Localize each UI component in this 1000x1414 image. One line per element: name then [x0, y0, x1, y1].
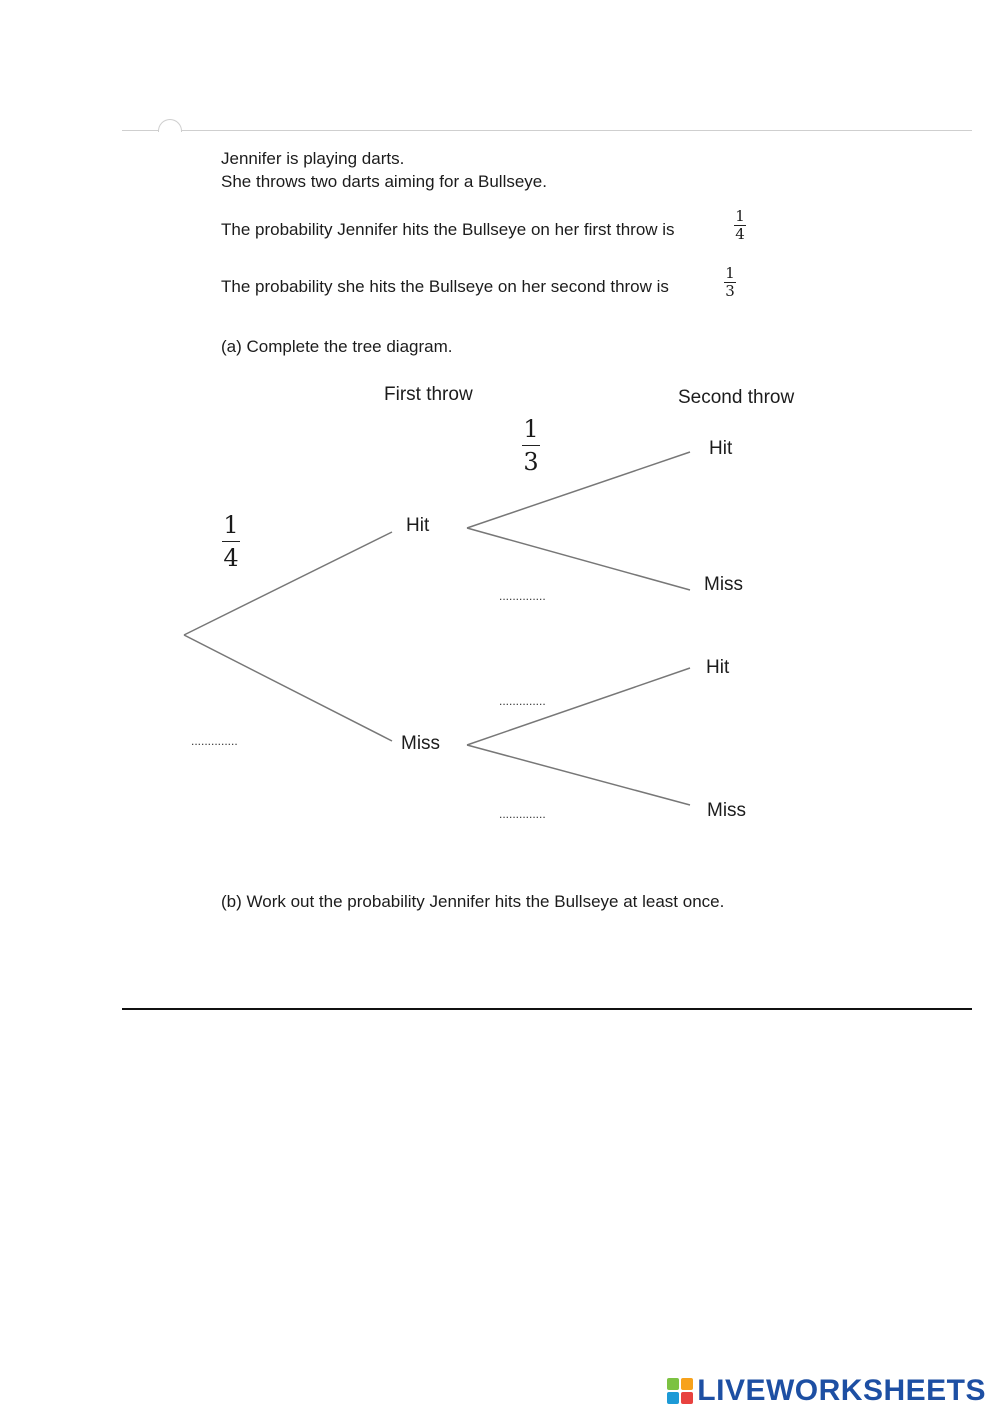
logo-square-1 — [667, 1378, 679, 1390]
node-hit-miss: Miss — [704, 574, 744, 595]
intro-line-1: Jennifer is playing darts. — [221, 149, 405, 168]
header-second-throw: Second throw — [678, 387, 795, 408]
second-hit-probability — [522, 415, 540, 476]
fraction-denominator: 4 — [223, 544, 239, 572]
fraction-bar — [222, 541, 240, 542]
fraction-numerator: 1 — [523, 415, 539, 443]
part-b-instruction: (b) Work out the probability Jennifer hits the Bullseye at least once. — [221, 892, 725, 911]
answer-blank-hit-miss[interactable]: .............. — [499, 589, 546, 603]
branch-first-hit — [184, 532, 392, 635]
answer-blank-miss-miss[interactable]: .............. — [499, 807, 546, 821]
first-hit-probability — [222, 511, 240, 572]
fraction-bar — [522, 445, 540, 446]
fraction-numerator: 1 — [735, 207, 745, 225]
header-first-throw: First throw — [384, 384, 473, 405]
node-miss-hit: Hit — [706, 657, 730, 678]
part-a-instruction: (a) Complete the tree diagram. — [221, 337, 453, 356]
fraction-denominator: 3 — [725, 282, 735, 300]
node-hit-hit: Hit — [709, 438, 733, 459]
fraction-denominator: 4 — [735, 225, 745, 243]
fraction-denominator: 3 — [523, 448, 539, 476]
second-throw-probability-text: The probability she hits the Bullseye on her second throw is — [221, 277, 669, 296]
logo-square-4 — [681, 1392, 693, 1404]
fraction-numerator: 1 — [725, 264, 735, 282]
branch-first-miss — [184, 635, 392, 741]
intro-line-2: She throws two darts aiming for a Bullseye. — [221, 172, 547, 191]
liveworksheets-logo — [667, 1374, 986, 1408]
first-throw-probability-text: The probability Jennifer hits the Bullseye on her first throw is — [221, 220, 675, 239]
branch-hit-miss — [467, 528, 690, 590]
brand-name: LIVEWORKSHEETS — [697, 1374, 986, 1407]
answer-blank-miss-hit[interactable]: .............. — [499, 694, 546, 708]
node-first-hit: Hit — [406, 515, 430, 536]
fraction-numerator: 1 — [223, 511, 239, 539]
branch-miss-miss — [467, 745, 690, 805]
logo-mark-icon — [667, 1378, 693, 1404]
node-first-miss: Miss — [401, 733, 441, 754]
node-miss-miss: Miss — [707, 800, 747, 821]
logo-square-2 — [681, 1378, 693, 1390]
bottom-rule — [122, 1008, 972, 1010]
answer-blank-first-miss[interactable]: .............. — [191, 734, 238, 748]
logo-square-3 — [667, 1392, 679, 1404]
branch-hit-hit — [467, 452, 690, 528]
